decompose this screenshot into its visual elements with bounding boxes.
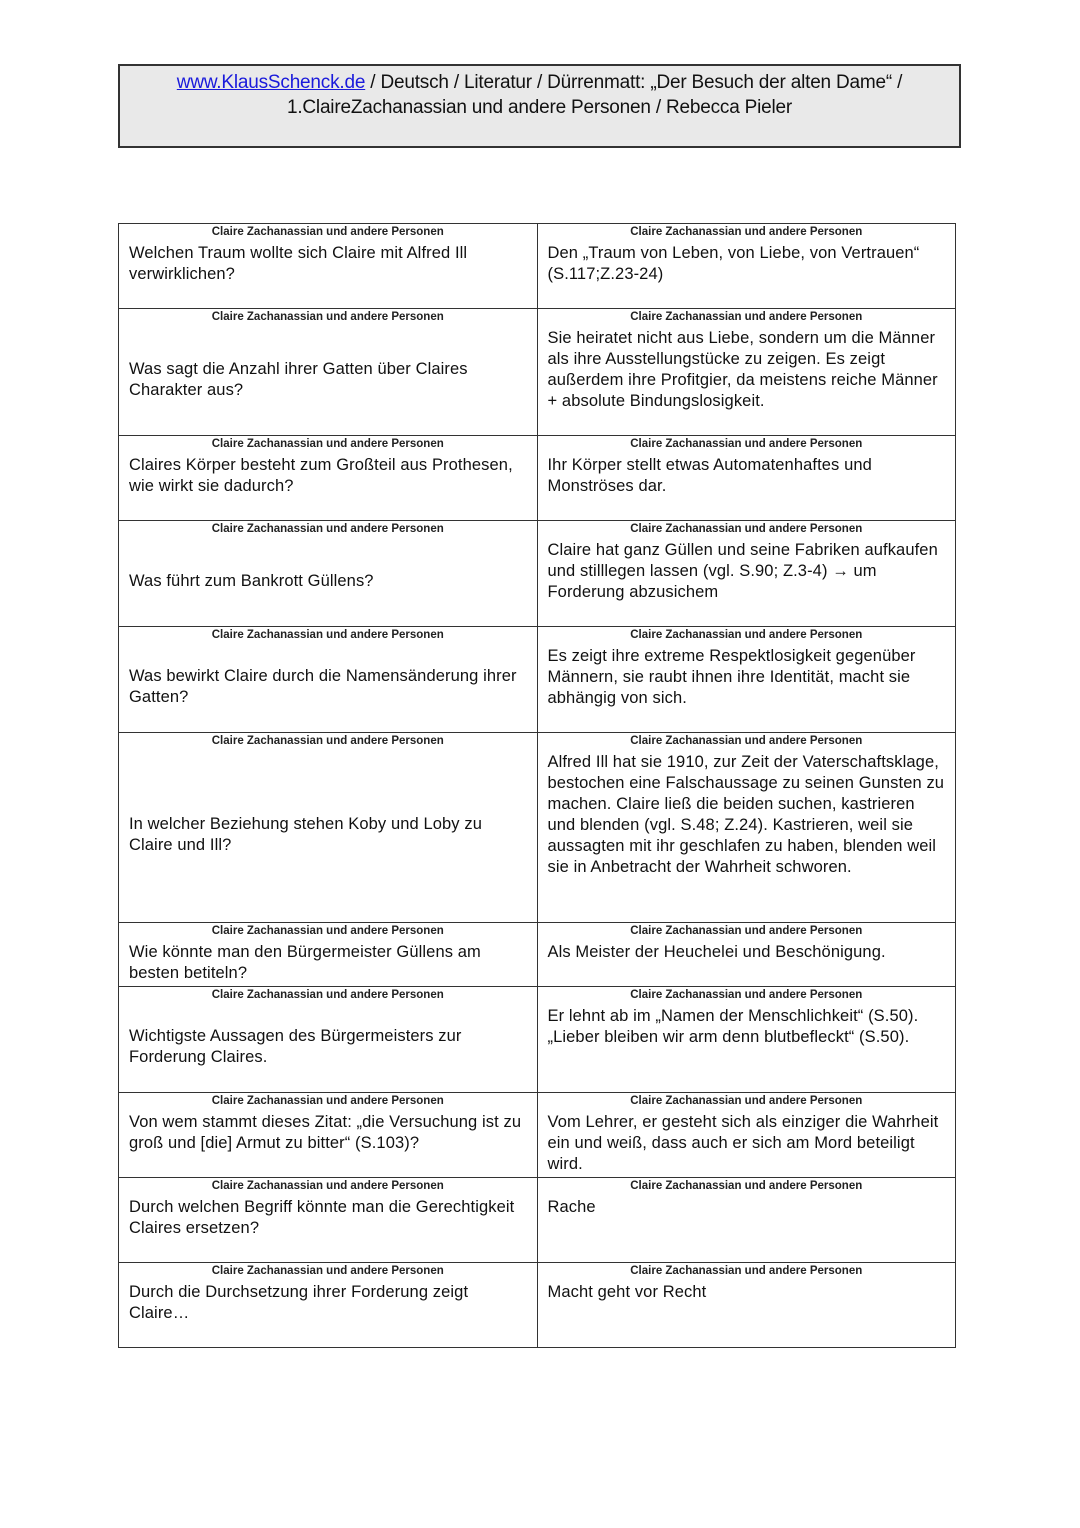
card-category-label: Claire Zachanassian und andere Personen xyxy=(630,311,863,323)
question-card xyxy=(119,224,538,309)
answer-card-content xyxy=(538,1093,956,1177)
question-card-content xyxy=(119,1093,537,1177)
header-line-2: 1.ClaireZachanassian und andere Personen / Rebecca Pieler xyxy=(286,97,793,118)
question-card-content xyxy=(119,224,537,308)
flashcard-table xyxy=(118,223,956,1348)
card-category-label: Claire Zachanassian und andere Personen xyxy=(630,989,863,1001)
card-category-label: Claire Zachanassian und andere Personen xyxy=(630,925,863,937)
card-row xyxy=(119,733,956,923)
question-card xyxy=(119,521,538,627)
answer-card-content xyxy=(538,521,956,626)
answer-text: Als Meister der Heuchelei und Beschönigung. xyxy=(547,943,886,961)
question-card-content xyxy=(119,733,537,922)
card-category-label: Claire Zachanassian und andere Personen xyxy=(630,523,863,535)
answer-card xyxy=(537,1263,956,1348)
card-category-label: Claire Zachanassian und andere Personen xyxy=(630,735,863,747)
answer-card xyxy=(537,627,956,733)
question-card-content xyxy=(119,1263,537,1347)
card-category-label: Claire Zachanassian und andere Personen xyxy=(211,735,444,747)
answer-card xyxy=(537,923,956,987)
answer-card-content xyxy=(538,1178,956,1262)
text-wrapper xyxy=(129,540,527,622)
card-category-label: Claire Zachanassian und andere Personen xyxy=(211,438,444,450)
answer-text: Macht geht vor Recht xyxy=(547,1283,707,1301)
card-category-label: Claire Zachanassian und andere Personen xyxy=(630,1180,863,1192)
question-card xyxy=(119,733,538,923)
answer-card-content xyxy=(538,627,956,732)
card-category-label: Claire Zachanassian und andere Personen xyxy=(211,226,444,238)
card-category-label: Claire Zachanassian und andere Personen xyxy=(211,629,444,641)
answer-card xyxy=(537,436,956,521)
answer-text: Rache xyxy=(547,1198,596,1216)
card-category-label: Claire Zachanassian und andere Personen xyxy=(630,629,863,641)
question-text: Wichtigste Aussagen des Bürgermeisters zur Forderung Claires. xyxy=(129,1027,462,1066)
card-category-label: Claire Zachanassian und andere Personen xyxy=(630,438,863,450)
question-card xyxy=(119,1093,538,1178)
question-card xyxy=(119,923,538,987)
question-text: Wie könnte man den Bürgermeister Güllens am besten betiteln? xyxy=(129,943,481,982)
answer-text: Den „Traum von Leben, von Liebe, von Vertrauen“ (S.117;Z.23-24) xyxy=(547,244,920,283)
answer-card xyxy=(537,733,956,923)
answer-card xyxy=(537,1093,956,1178)
question-card xyxy=(119,987,538,1093)
card-category-label: Claire Zachanassian und andere Personen xyxy=(630,1095,863,1107)
question-text: Von wem stammt dieses Zitat: „die Versuchung ist zu groß und [die] Armut zu bitter“ (S.103)? xyxy=(129,1113,522,1152)
card-row xyxy=(119,923,956,987)
answer-card xyxy=(537,521,956,627)
card-row xyxy=(119,987,956,1093)
question-card-content xyxy=(119,521,537,626)
question-text: Was bewirkt Claire durch die Namensänderung ihrer Gatten? xyxy=(129,667,517,706)
card-row xyxy=(119,1093,956,1178)
card-category-label: Claire Zachanassian und andere Personen xyxy=(211,311,444,323)
card-category-label: Claire Zachanassian und andere Personen xyxy=(211,925,444,937)
card-row xyxy=(119,521,956,627)
answer-card xyxy=(537,1178,956,1263)
header-line-1 xyxy=(120,70,959,95)
question-card-content xyxy=(119,627,537,732)
answer-card-content xyxy=(538,923,956,986)
card-category-label: Claire Zachanassian und andere Personen xyxy=(211,1095,444,1107)
answer-text: Ihr Körper stellt etwas Automatenhaftes und Monströses dar. xyxy=(547,456,872,495)
answer-card-content xyxy=(538,436,956,520)
text-wrapper xyxy=(129,1006,527,1088)
document-header xyxy=(118,64,961,148)
answer-card-content xyxy=(538,1263,956,1347)
answer-text: Claire hat ganz Güllen und seine Fabriken aufkaufen und stilllegen lassen (vgl. S.90; Z.3-4) → um Forderung abzusichem xyxy=(547,541,938,601)
question-card-content xyxy=(119,987,537,1092)
card-row xyxy=(119,309,956,436)
header-breadcrumb: / Deutsch / Literatur / Dürrenmatt: „Der Besuch der alten Dame“ / xyxy=(365,72,903,93)
answer-text: Er lehnt ab im „Namen der Menschlichkeit“ (S.50). „Lieber bleiben wir arm denn blutbefleckt“ (S.50). xyxy=(547,1007,919,1046)
answer-text: Es zeigt ihre extreme Respektlosigkeit gegenüber Männern, sie raubt ihnen ihre Identität, macht sie abhängig von sich. xyxy=(547,647,916,707)
question-text: Was sagt die Anzahl ihrer Gatten über Claires Charakter aus? xyxy=(129,359,468,399)
answer-card xyxy=(537,309,956,436)
text-wrapper xyxy=(129,646,527,728)
question-card-content xyxy=(119,436,537,520)
question-card xyxy=(119,436,538,521)
card-row xyxy=(119,1178,956,1263)
card-category-label: Claire Zachanassian und andere Personen xyxy=(630,226,863,238)
text-wrapper xyxy=(129,328,527,431)
answer-card-content xyxy=(538,987,956,1092)
question-text: Durch welchen Begriff könnte man die Gerechtigkeit Claires ersetzen? xyxy=(129,1198,515,1237)
answer-text: Sie heiratet nicht aus Liebe, sondern um die Männer als ihre Ausstellungstücke zu zeigen. Es zeigt außerdem ihre Profitgier, da meistens reiche Männer + absolute Bindungslosigkeit. xyxy=(547,329,938,410)
question-text: In welcher Beziehung stehen Koby und Loby zu Claire und Ill? xyxy=(129,815,482,854)
question-text: Durch die Durchsetzung ihrer Forderung zeigt Claire… xyxy=(129,1283,469,1322)
card-row xyxy=(119,224,956,309)
question-card-content xyxy=(119,1178,537,1262)
question-text: Welchen Traum wollte sich Claire mit Alfred Ill verwirklichen? xyxy=(129,244,468,283)
question-text: Claires Körper besteht zum Großteil aus Prothesen, wie wirkt sie dadurch? xyxy=(129,456,513,495)
question-card-content xyxy=(119,309,537,435)
answer-card-content xyxy=(538,224,956,308)
question-card xyxy=(119,1178,538,1263)
card-row xyxy=(119,1263,956,1348)
card-category-label: Claire Zachanassian und andere Personen xyxy=(211,523,444,535)
card-row xyxy=(119,627,956,733)
card-category-label: Claire Zachanassian und andere Personen xyxy=(211,989,444,1001)
answer-card-content xyxy=(538,733,956,922)
answer-text: Vom Lehrer, er gesteht sich als einziger die Wahrheit ein und weiß, dass auch er sich am Mord beteiligt wird. xyxy=(547,1113,939,1173)
text-wrapper xyxy=(129,752,527,918)
question-card xyxy=(119,1263,538,1348)
website-link[interactable]: www.KlausSchenck.de xyxy=(176,72,366,93)
answer-card xyxy=(537,224,956,309)
question-text: Was führt zum Bankrott Güllens? xyxy=(129,571,374,590)
card-category-label: Claire Zachanassian und andere Personen xyxy=(630,1265,863,1277)
answer-card xyxy=(537,987,956,1093)
card-category-label: Claire Zachanassian und andere Personen xyxy=(211,1180,444,1192)
answer-card-content xyxy=(538,309,956,435)
question-card-content xyxy=(119,923,537,986)
question-card xyxy=(119,627,538,733)
answer-text: Alfred Ill hat sie 1910, zur Zeit der Vaterschaftsklage, bestochen eine Falschaussage zu seinen Gunsten zu machen. Claire ließ die beiden suchen, kastrieren und blenden (vgl. S.48; Z.24). Kastrieren, weil sie aussagten mit ihr geschlafen zu haben, blenden weil sie in Anbetracht der Wahrheit schworen. xyxy=(547,753,945,876)
card-category-label: Claire Zachanassian und andere Personen xyxy=(211,1265,444,1277)
card-row xyxy=(119,436,956,521)
question-card xyxy=(119,309,538,436)
